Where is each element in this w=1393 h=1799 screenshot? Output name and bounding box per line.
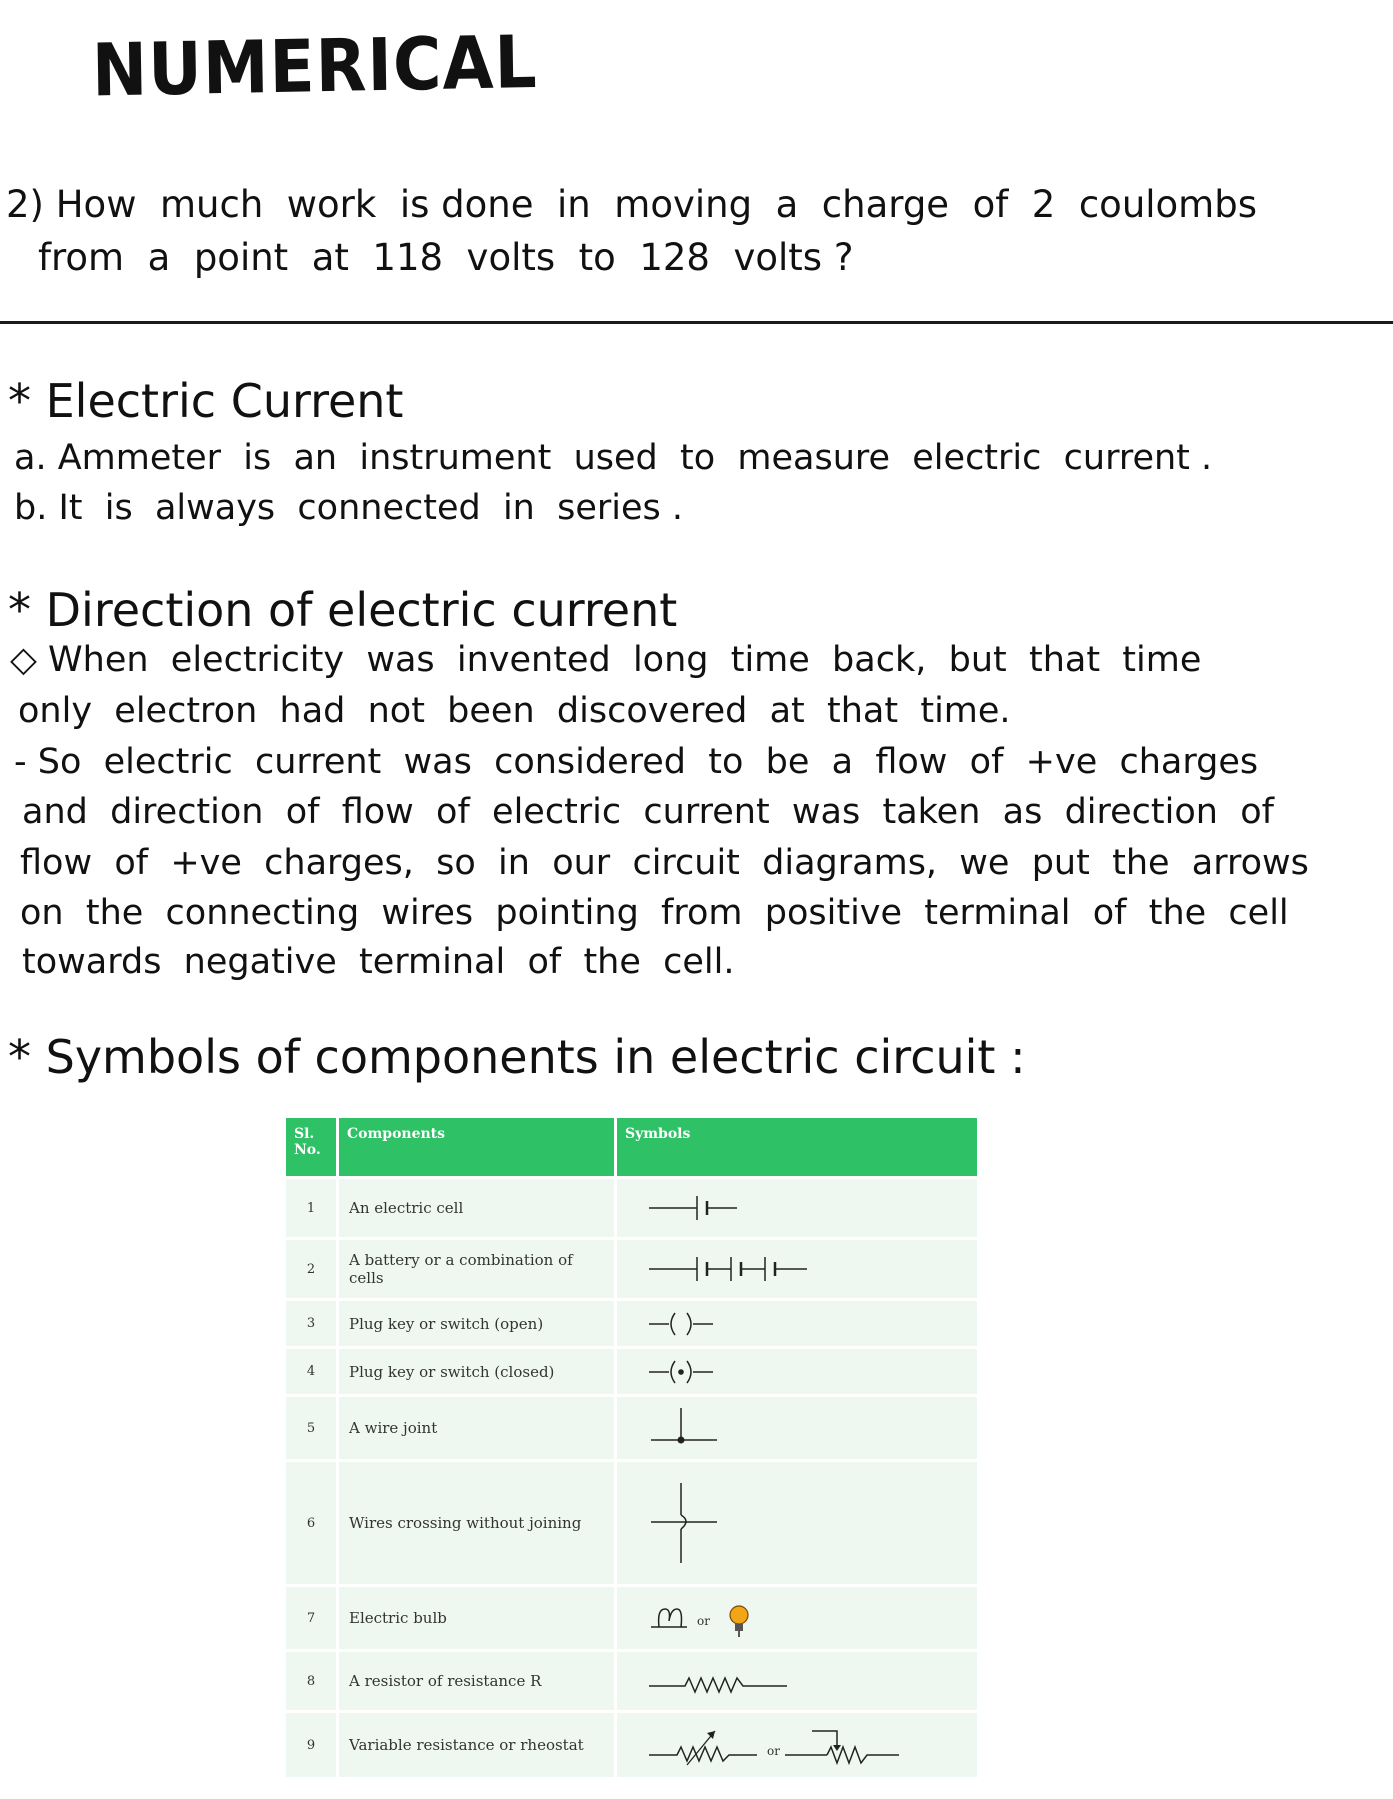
section-divider	[0, 321, 1393, 324]
direction-line: towards negative terminal of the cell.	[22, 942, 735, 982]
header-sl-no: Sl. No.	[286, 1118, 336, 1176]
direction-line: and direction of flow of electric current was taken as direction of	[22, 792, 1274, 832]
or-label: or	[767, 1744, 780, 1758]
rheostat-symbol	[617, 1713, 977, 1777]
direction-line: on the connecting wires pointing from positive terminal of the cell	[20, 893, 1289, 933]
symbols-heading: * Symbols of components in electric circuit :	[8, 1030, 1026, 1084]
cell-symbol	[617, 1179, 977, 1237]
ammeter-point-a: a. Ammeter is an instrument used to measure electric current .	[14, 438, 1213, 478]
row-number: 9	[286, 1713, 336, 1777]
table-row	[286, 1462, 977, 1584]
direction-heading: * Direction of electric current	[8, 583, 678, 637]
table-row	[286, 1179, 977, 1237]
wires-crossing-symbol	[617, 1462, 977, 1584]
row-number: 5	[286, 1397, 336, 1459]
switch-open-icon	[627, 1307, 827, 1341]
wires-crossing-icon	[627, 1475, 827, 1571]
row-number: 3	[286, 1301, 336, 1346]
ammeter-point-b: b. It is always connected in series .	[14, 488, 683, 528]
table-row	[286, 1652, 977, 1710]
table-header-row	[286, 1118, 977, 1176]
bulb-symbol	[617, 1587, 977, 1649]
electric-current-heading: * Electric Current	[8, 374, 404, 428]
wire-joint-symbol	[617, 1397, 977, 1459]
circuit-symbols-table	[283, 1115, 980, 1780]
table-row	[286, 1301, 977, 1346]
question-line-2: from a point at 118 volts to 128 volts ?	[38, 236, 854, 279]
component-name: Plug key or switch (open)	[339, 1301, 614, 1346]
wire-joint-icon	[627, 1402, 827, 1454]
direction-line: only electron had not been discovered at that time.	[18, 691, 1011, 731]
switch-open-symbol	[617, 1301, 977, 1346]
table-row	[286, 1713, 977, 1777]
rheostat-icon	[627, 1721, 927, 1769]
cell-symbol-icon	[627, 1188, 827, 1228]
direction-line: flow of +ve charges, so in our circuit diagrams, we put the arrows	[20, 843, 1309, 883]
direction-line: ◇ When electricity was invented long time back, but that time	[10, 640, 1202, 680]
switch-closed-icon	[627, 1355, 827, 1389]
or-label: or	[697, 1614, 710, 1628]
row-number: 6	[286, 1462, 336, 1584]
page-title: NUMERICAL	[91, 19, 539, 114]
header-symbols: Symbols	[617, 1118, 977, 1176]
component-name: Variable resistance or rheostat	[339, 1713, 614, 1777]
table-row	[286, 1349, 977, 1394]
battery-symbol-icon	[627, 1249, 867, 1289]
component-name: Electric bulb	[339, 1587, 614, 1649]
component-name: A wire joint	[339, 1397, 614, 1459]
battery-symbol	[617, 1240, 977, 1298]
question-line-1: 2) How much work is done in moving a charge of 2 coulombs	[6, 183, 1257, 226]
table-row	[286, 1587, 977, 1649]
switch-closed-symbol	[617, 1349, 977, 1394]
direction-line: - So electric current was considered to be a flow of +ve charges	[14, 742, 1259, 782]
table-row	[286, 1397, 977, 1459]
row-number: 2	[286, 1240, 336, 1298]
resistor-icon	[627, 1664, 827, 1698]
resistor-symbol	[617, 1652, 977, 1710]
component-name: Wires crossing without joining	[339, 1462, 614, 1584]
row-number: 8	[286, 1652, 336, 1710]
component-name: A resistor of resistance R	[339, 1652, 614, 1710]
bulb-icon	[627, 1595, 827, 1641]
table-row	[286, 1240, 977, 1298]
component-name: A battery or a combination of cells	[339, 1240, 614, 1298]
header-components: Components	[339, 1118, 614, 1176]
component-name: An electric cell	[339, 1179, 614, 1237]
row-number: 7	[286, 1587, 336, 1649]
row-number: 1	[286, 1179, 336, 1237]
component-name: Plug key or switch (closed)	[339, 1349, 614, 1394]
row-number: 4	[286, 1349, 336, 1394]
